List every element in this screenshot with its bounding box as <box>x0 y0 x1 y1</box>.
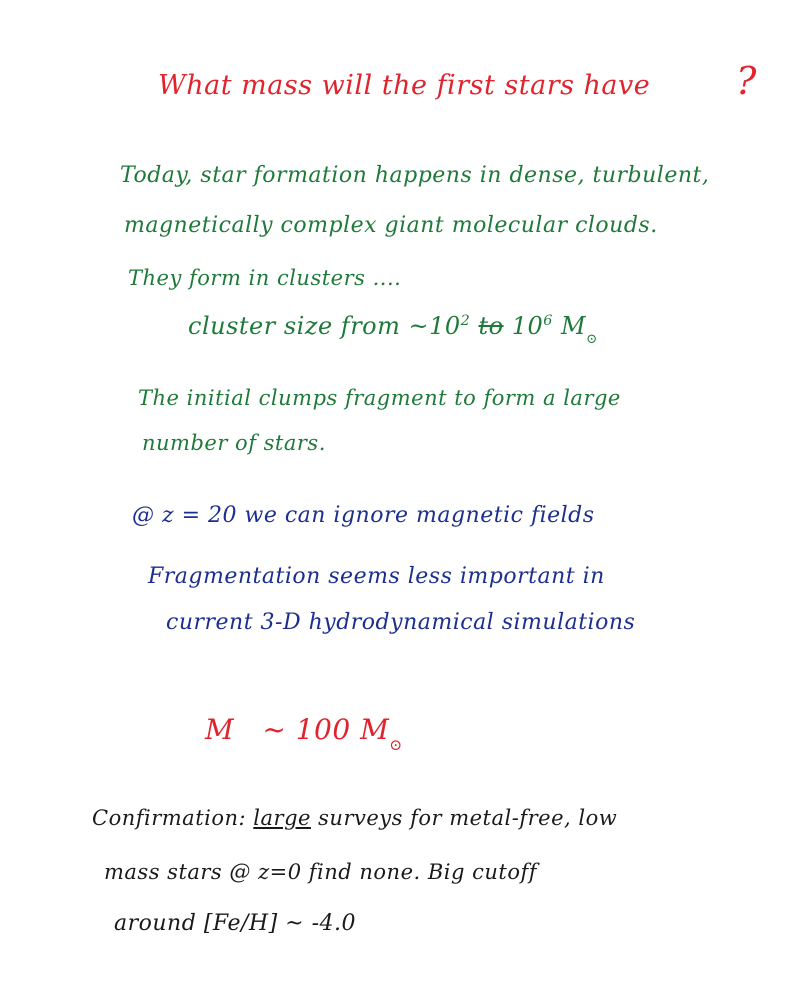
confirmation-label: Confirmation: <box>92 806 247 830</box>
large-underlined: large <box>253 806 311 830</box>
result-approx: ~ 100 M <box>262 713 390 746</box>
result-m: M <box>205 713 235 746</box>
black-line-1 <box>92 808 617 829</box>
sun-symbol-2: ⊙ <box>389 735 403 754</box>
title-text: What mass will the first stars have <box>158 70 651 101</box>
blue-line-2: Fragmentation seems less important in <box>148 564 605 589</box>
cluster-exp-2: 6 <box>543 313 553 329</box>
green-line-1: Today, star formation happens in dense, turbulent, <box>120 163 710 188</box>
fe-h-ratio: [Fe/H] <box>203 911 278 936</box>
around-label: around <box>114 911 197 936</box>
green-line-3: They form in clusters .... <box>128 266 402 290</box>
green-line-6: number of stars. <box>142 431 326 455</box>
cluster-exp-1: 2 <box>460 313 471 329</box>
cluster-prefix: cluster size from ~10 <box>188 312 461 340</box>
mass-result <box>205 713 403 754</box>
cluster-unit: M <box>561 312 587 340</box>
cluster-size-line <box>188 314 598 346</box>
cluster-to: to <box>478 312 504 340</box>
green-line-2: magnetically complex giant molecular clouds. <box>124 213 658 238</box>
cluster-base-2: 10 <box>511 312 544 340</box>
black-line-3 <box>114 913 356 935</box>
black-line-2: mass stars @ z=0 find none. Big cutoff <box>104 860 538 884</box>
metallicity-value: ~ -4.0 <box>285 911 357 936</box>
green-line-5: The initial clumps fragment to form a large <box>138 386 621 410</box>
blue-line-3: current 3-D hydrodynamical simulations <box>166 610 636 635</box>
page-title <box>158 72 650 99</box>
black-line-1-rest: surveys for metal-free, low <box>318 806 618 830</box>
sun-symbol-1: ⊙ <box>586 332 598 348</box>
title-question-mark: ? <box>736 59 757 103</box>
blue-line-1: @ z = 20 we can ignore magnetic fields <box>132 503 595 528</box>
